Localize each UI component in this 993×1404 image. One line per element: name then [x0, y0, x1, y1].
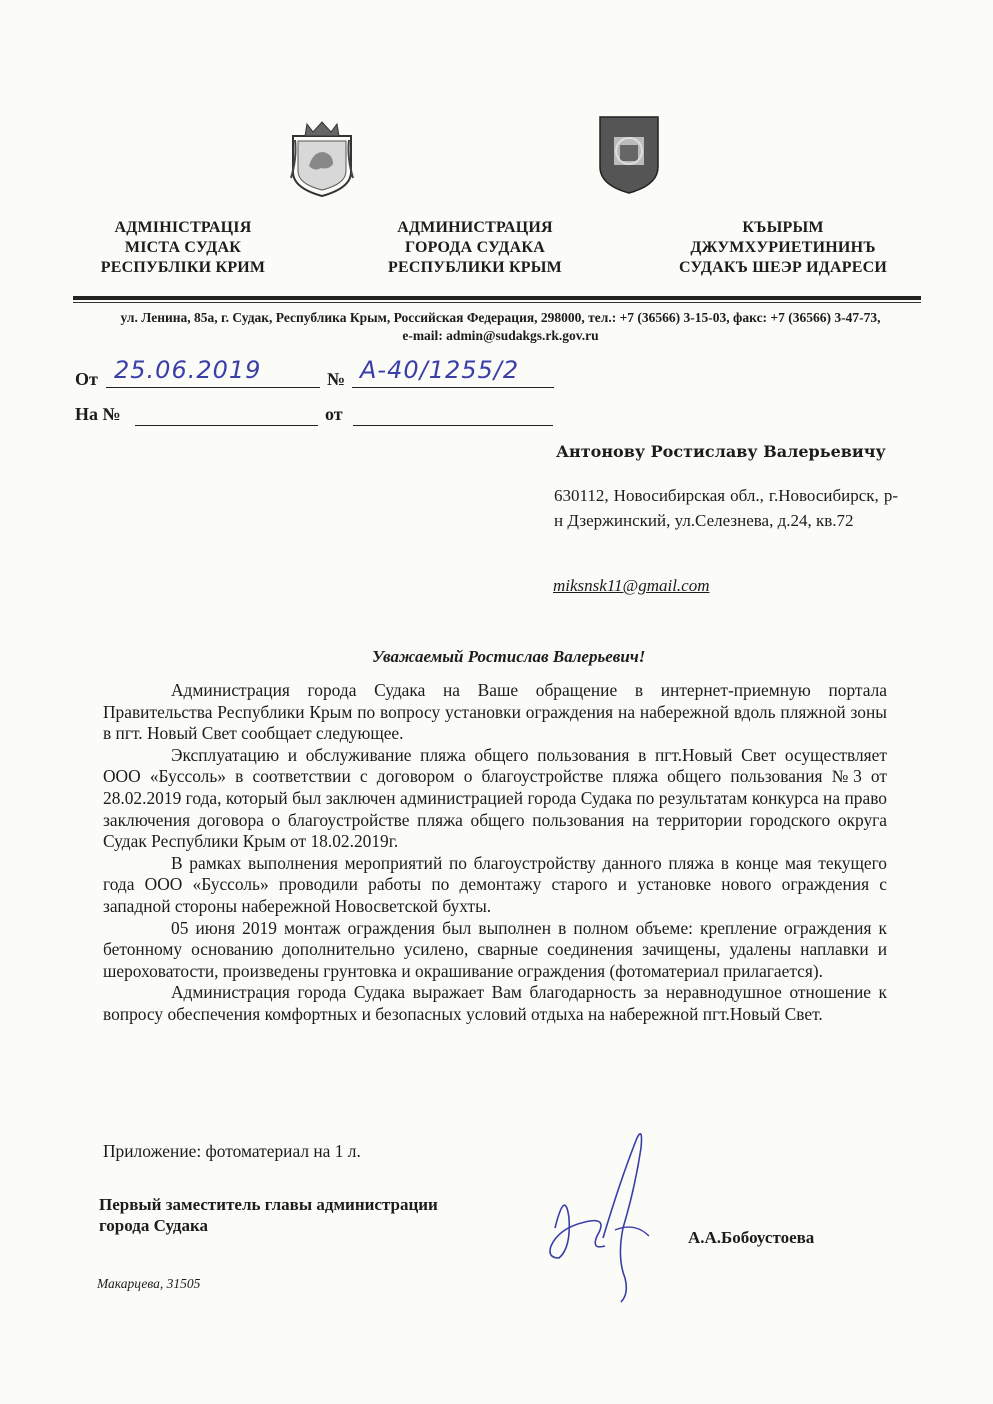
reply-from-label: от — [325, 404, 343, 424]
header-crimean-tatar — [668, 218, 898, 278]
body-paragraph: Эксплуатацию и обслуживание пляжа общего пользования в пгт.Новый Свет осуществляет ООО «Буссоль» в соответствии с договором о благоустройстве пляжа общего пользования №3 от 28.02.2019 года, который был заключен администрацией города Судака по результатам конкурса на право заключения договора о благоустройстве пляжа общего пользования на территории городского округа Судак Республики Крым от 18.02.2019г. — [103, 744, 887, 852]
recipient-address: 630112, Новосибирская обл., г.Новосибирск, р-н Дзержинский, ул.Селезнева, д.24, кв.72 — [554, 486, 898, 530]
body-paragraph: 05 июня 2019 монтаж ограждения был выполнен в полном объеме: крепление ограждения к бетонному основанию дополнительно усилено, сварные соединения зачищены, удалены наплавки и шероховатости, произведены грунтовка и окрашивание ограждения (фотоматериал прилагается). — [103, 917, 887, 981]
header-line: РЕСПУБЛИКИ КРЫМ — [388, 259, 562, 276]
salutation: Уважаемый Ростислав Валерьевич! — [372, 647, 646, 666]
signatory-title-line: города Судака — [99, 1216, 209, 1235]
reply-number-line — [135, 425, 318, 426]
crimea-coat-of-arms-icon — [289, 118, 355, 203]
header-line: ДЖУМХУРИЕТИНИНЪ — [690, 239, 876, 256]
handwritten-signature — [525, 1118, 675, 1313]
header-line: МІСТА СУДАК — [124, 239, 242, 256]
signatory-title-line: Первый заместитель главы администрации — [99, 1195, 438, 1214]
body-paragraph: В рамках выполнения мероприятий по благоустройству данного пляжа в конце мая текущего года ООО «Буссоль» проводили работы по демонтажу старого и установке нового ограждения с западной стороны набережной Новосветской бухты. — [103, 852, 887, 916]
header-divider-thick — [73, 296, 921, 300]
header-line: ГОРОДА СУДАКА — [405, 239, 545, 256]
signatory-title — [99, 1194, 438, 1236]
recipient-email: miksnsk11@gmail.com — [553, 576, 710, 595]
from-label: От — [75, 369, 98, 389]
reply-from-line — [353, 425, 553, 426]
header-line: СУДАКЪ ШЕЭР ИДАРЕСИ — [679, 259, 887, 276]
header-ukrainian — [88, 218, 278, 278]
reply-number-label: На № — [75, 404, 121, 424]
letter-body — [103, 680, 887, 1026]
from-date-handwritten: 25.06.2019 — [114, 356, 262, 384]
sudak-coat-of-arms-icon — [598, 115, 660, 200]
number-label: № — [327, 369, 346, 389]
address-email: e-mail: admin@sudakgs.rk.gov.ru — [402, 328, 599, 343]
body-paragraph: Администрация города Судака выражает Вам благодарность за неравнодушное отношение к вопросу обеспечения комфортных и безопасных условий отдыха на набережной пгт.Новый Свет. — [103, 982, 887, 1024]
attachment-note: Приложение: фотоматериал на 1 л. — [103, 1141, 361, 1161]
number-line — [352, 387, 554, 388]
body-paragraph: Администрация города Судака на Ваше обращение в интернет-приемную портала Правительства Республики Крым по вопросу установки ограждения на набережной вдоль пляжной зоны в пгт. Новый Свет сообщает следующее. — [103, 680, 887, 744]
header-russian — [370, 218, 580, 278]
number-handwritten: А-40/1255/2 — [360, 356, 520, 384]
header-line: КЪЫРЫМ — [742, 219, 824, 236]
recipient-name: Антонову Ростиславу Валерьевичу — [556, 442, 886, 461]
from-date-line — [106, 387, 320, 388]
header-line: РЕСПУБЛІКИ КРИМ — [100, 259, 266, 276]
header-line: АДМІНІСТРАЦІЯ — [114, 219, 252, 236]
address-block — [73, 309, 928, 345]
executor-note: Макарцева, 31505 — [97, 1276, 201, 1291]
header-line: АДМИНИСТРАЦИЯ — [397, 219, 553, 236]
address-line: ул. Ленина, 85а, г. Судак, Республика Крым, Российская Федерация, 298000, тел.: +7 (36566) 3-15-03, факс: +7 (36566) 3-47-73, — [120, 310, 881, 325]
header-divider-thin — [73, 302, 921, 303]
signer-name: А.А.Бобоустоева — [688, 1228, 815, 1247]
